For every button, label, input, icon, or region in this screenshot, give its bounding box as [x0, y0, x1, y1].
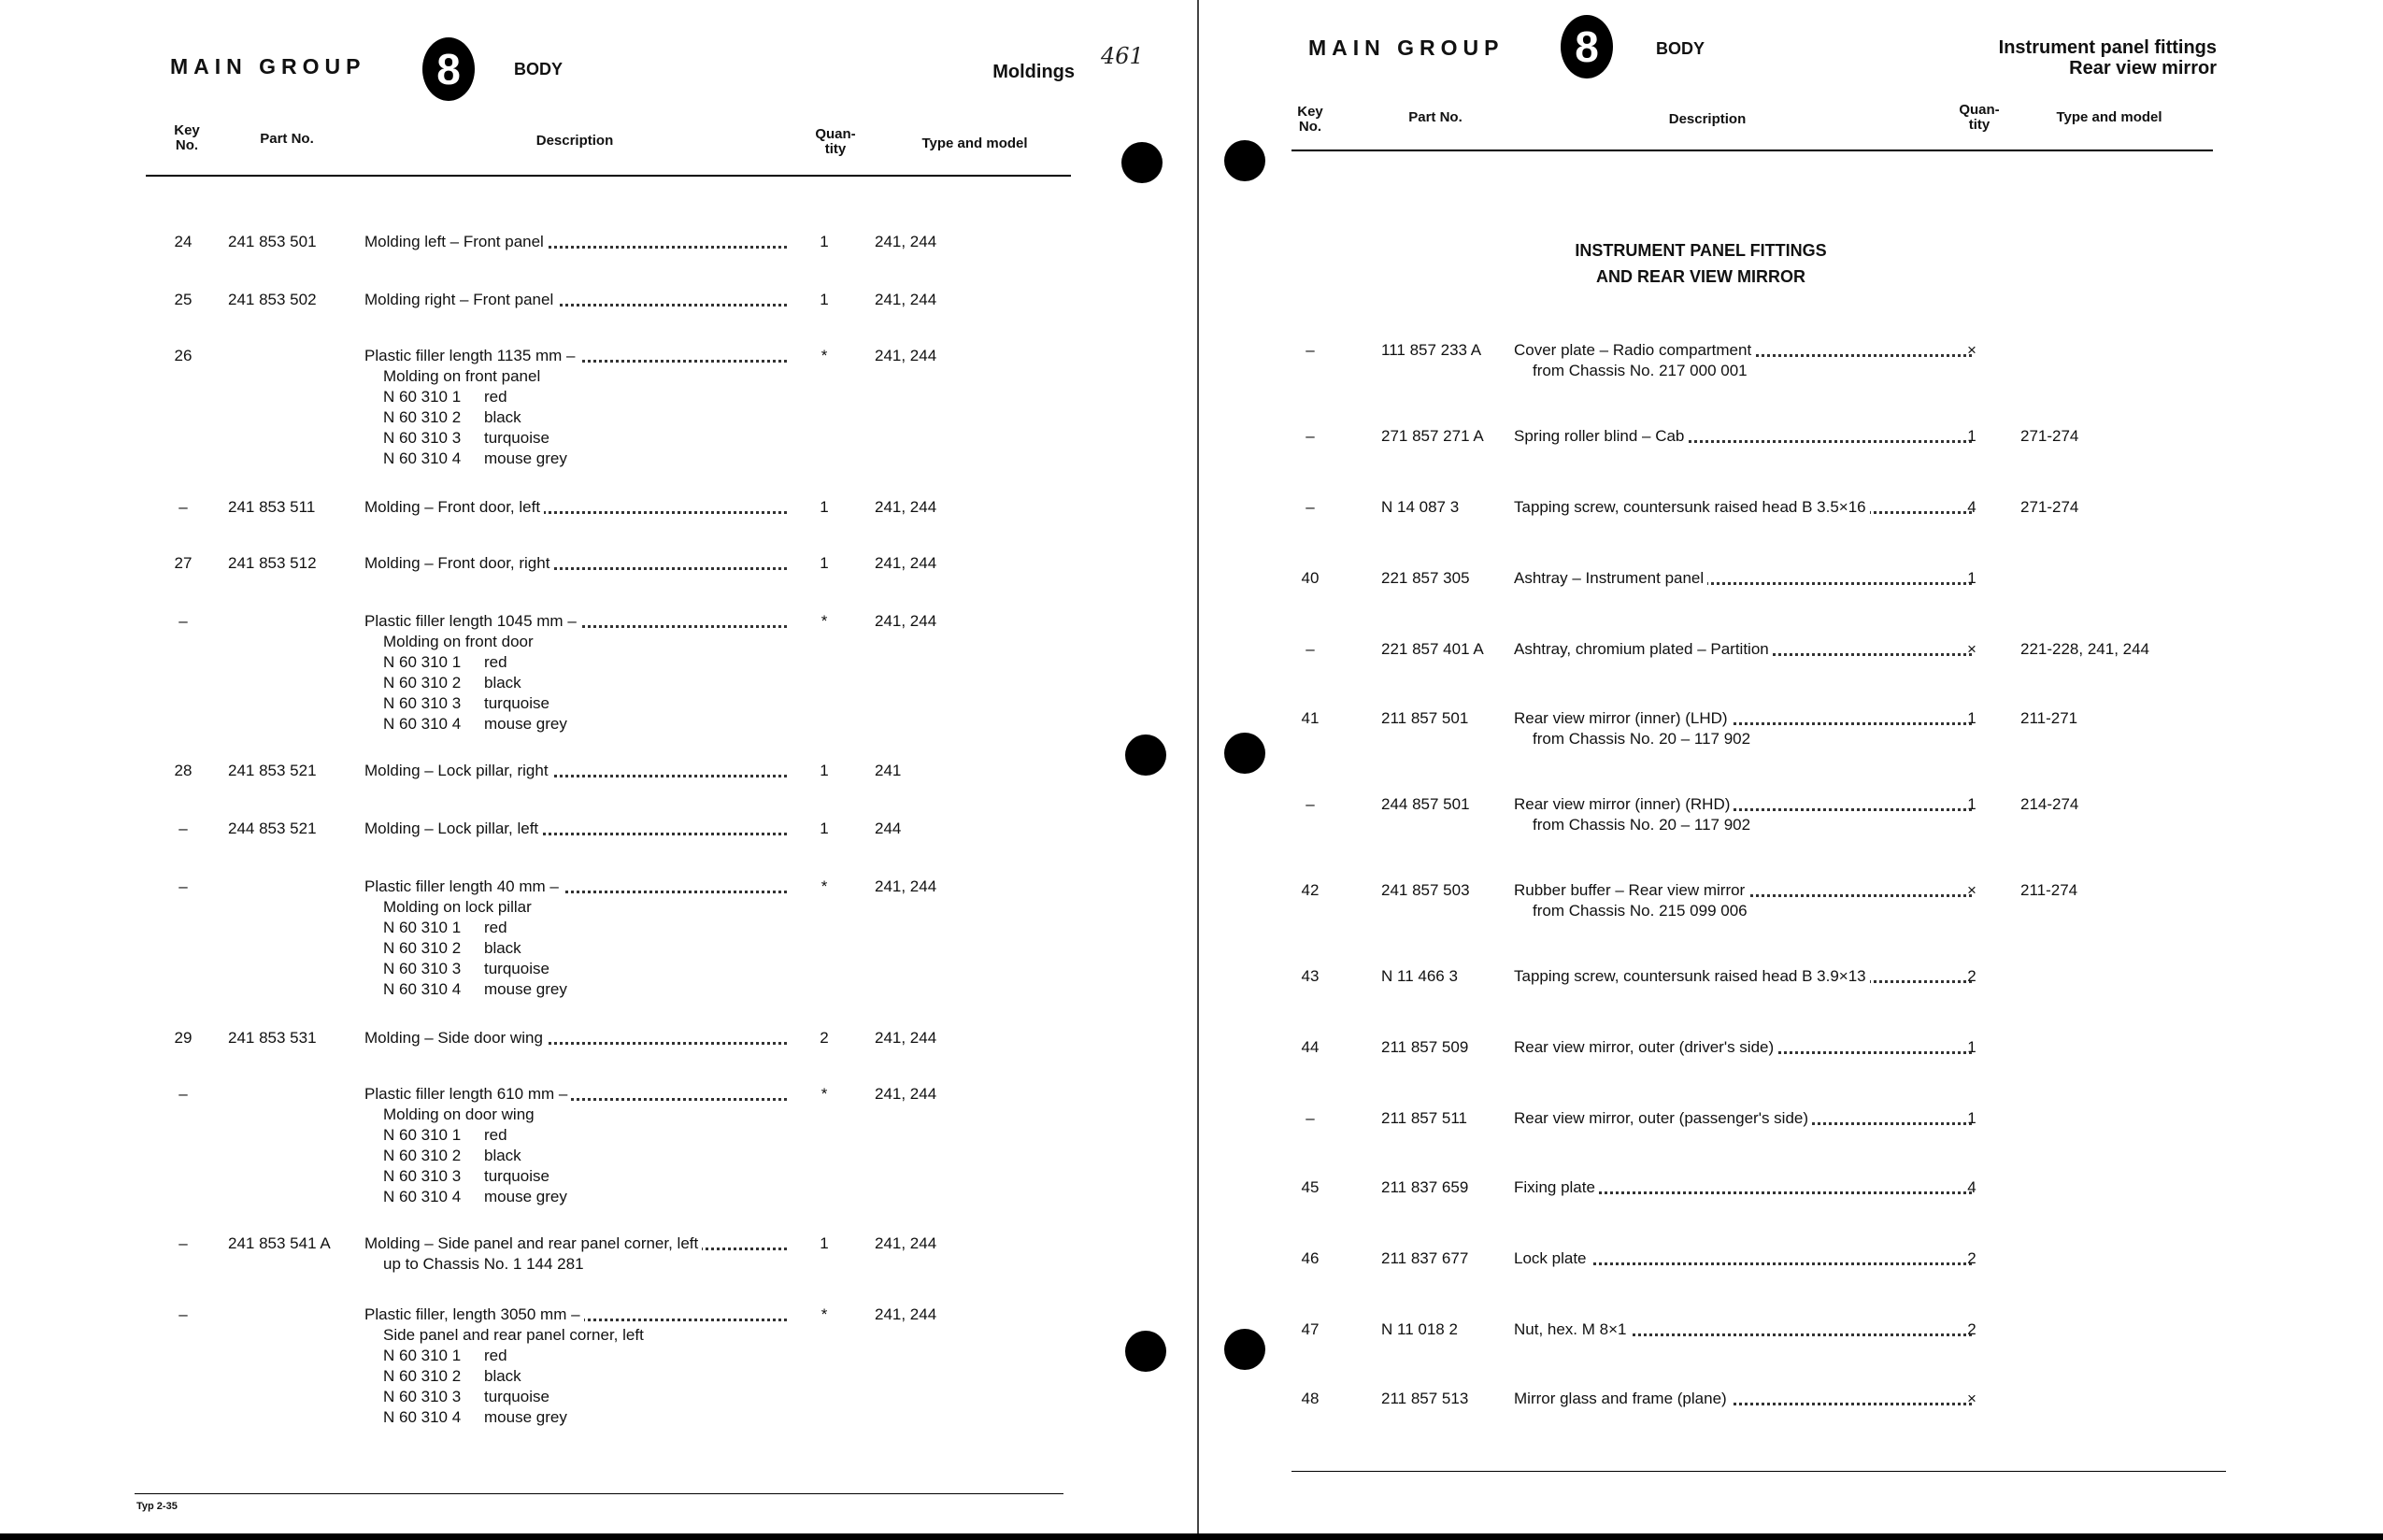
quantity: * — [820, 347, 828, 364]
description — [1514, 1177, 1972, 1198]
section-title-line-2: AND REAR VIEW MIRROR — [1596, 267, 1805, 286]
punch-hole — [1224, 1329, 1265, 1370]
type-and-model: 241, 244 — [875, 1305, 937, 1323]
description-main — [364, 346, 787, 366]
description-text: Ashtray – Instrument panel — [1514, 569, 1707, 587]
type-and-model: 211-271 — [2020, 709, 2078, 727]
quantity: 1 — [820, 498, 829, 516]
colour-name: turquoise — [484, 1388, 549, 1405]
description-text: Lock plate — [1514, 1249, 1591, 1267]
key-number: – — [1306, 795, 1315, 813]
description — [1514, 340, 1972, 381]
description-main — [1514, 1319, 1972, 1340]
key-number: 41 — [1301, 709, 1320, 727]
type-and-model: 241, 244 — [875, 1234, 937, 1252]
description-text: Rear view mirror (inner) (LHD) — [1514, 709, 1732, 727]
colour-name: red — [484, 388, 507, 406]
part-number: 211 857 501 — [1381, 709, 1469, 727]
type-and-model: 241, 244 — [875, 612, 937, 630]
key-number: – — [178, 1085, 188, 1103]
description — [1514, 880, 1972, 921]
description-text: Rubber buffer – Rear view mirror — [1514, 881, 1748, 899]
quantity: 1 — [1967, 1038, 1976, 1056]
quantity: 2 — [1967, 967, 1976, 985]
colour-name: red — [484, 1347, 507, 1364]
description-main — [1514, 1108, 1972, 1129]
description-main — [1514, 1389, 1972, 1409]
description — [364, 553, 787, 574]
quantity: × — [1967, 881, 1976, 899]
description-main — [364, 1084, 787, 1105]
colour-name: mouse grey — [484, 1188, 567, 1205]
description — [364, 877, 787, 1000]
colour-part-number: N 60 310 4 — [383, 980, 462, 998]
type-and-model: 221-228, 241, 244 — [2020, 640, 2150, 658]
description-subline: Molding on front door — [383, 633, 534, 650]
description-subline: Molding on lock pillar — [383, 898, 532, 916]
type-and-model: 271-274 — [2020, 427, 2079, 445]
colour-part-number: N 60 310 3 — [383, 694, 462, 712]
description-main — [364, 232, 787, 252]
colour-variant — [364, 428, 787, 449]
quantity: × — [1967, 341, 1976, 359]
key-number: – — [1306, 640, 1315, 658]
key-number: – — [178, 498, 188, 516]
colour-name: red — [484, 1126, 507, 1144]
colour-name: red — [484, 919, 507, 936]
colour-part-number: N 60 310 1 — [383, 388, 462, 406]
colour-part-number: N 60 310 2 — [383, 674, 462, 692]
group-name: BODY — [1656, 39, 1705, 58]
colour-part-number: N 60 310 2 — [383, 1367, 462, 1385]
key-number: – — [178, 820, 188, 837]
quantity: 1 — [820, 233, 829, 250]
col-part-header: Part No. — [1408, 109, 1463, 125]
col-qty-header: Quan-tity — [815, 126, 856, 157]
type-and-model: 241, 244 — [875, 1085, 937, 1103]
type-and-model: 241, 244 — [875, 498, 937, 516]
part-number: 244 853 521 — [228, 820, 317, 837]
description-text: Nut, hex. M 8×1 — [1514, 1320, 1630, 1338]
part-number: N 11 466 3 — [1381, 967, 1458, 985]
quantity: 2 — [1967, 1249, 1976, 1267]
description-subline: from Chassis No. 20 – 117 902 — [1533, 816, 1751, 834]
colour-name: turquoise — [484, 694, 549, 712]
description-text: Molding – Lock pillar, right — [364, 762, 552, 779]
description-main — [1514, 639, 1972, 660]
description-main — [1514, 966, 1972, 987]
punch-hole — [1224, 140, 1265, 181]
key-number: 47 — [1301, 1320, 1320, 1338]
description-text: Rear view mirror (inner) (RHD) — [1514, 795, 1734, 813]
part-number: 221 857 305 — [1381, 569, 1470, 587]
key-number: 28 — [174, 762, 193, 779]
section-title — [1467, 237, 1934, 290]
description-text: Cover plate – Radio compartment — [1514, 341, 1755, 359]
key-number: 46 — [1301, 1249, 1320, 1267]
description — [364, 1305, 787, 1428]
type-and-model: 241 — [875, 762, 902, 779]
description-main — [364, 819, 787, 839]
description-text: Spring roller blind – Cab — [1514, 427, 1688, 445]
description-subline: up to Chassis No. 1 144 281 — [383, 1255, 584, 1273]
key-number: 24 — [174, 233, 193, 250]
main-group-title: MAIN GROUP — [1308, 36, 1505, 60]
description — [1514, 639, 1972, 660]
part-number: 271 857 271 A — [1381, 427, 1484, 445]
part-number: 241 853 521 — [228, 762, 317, 779]
colour-variant — [364, 1407, 787, 1428]
description-main — [1514, 426, 1972, 447]
colour-part-number: N 60 310 3 — [383, 960, 462, 977]
description-main — [364, 553, 787, 574]
description-text: Ashtray, chromium plated – Partition — [1514, 640, 1773, 658]
description-text: Tapping screw, countersunk raised head B 3.5×16 — [1514, 498, 1870, 516]
part-number: 241 857 503 — [1381, 881, 1470, 899]
footer-note: Typ 2-35 — [136, 1501, 178, 1512]
colour-part-number: N 60 310 1 — [383, 1126, 462, 1144]
description — [1514, 794, 1972, 835]
type-and-model: 241, 244 — [875, 877, 937, 895]
description — [1514, 1319, 1972, 1340]
description — [1514, 1037, 1972, 1058]
colour-variant — [364, 1387, 787, 1407]
key-number: – — [178, 877, 188, 895]
colour-part-number: N 60 310 1 — [383, 1347, 462, 1364]
colour-variant — [364, 918, 787, 938]
quantity: 1 — [820, 762, 829, 779]
description-subline: Side panel and rear panel corner, left — [383, 1326, 644, 1344]
description-subline: Molding on door wing — [383, 1105, 535, 1123]
key-number: 48 — [1301, 1390, 1320, 1407]
quantity: 2 — [1967, 1320, 1976, 1338]
description-main — [1514, 794, 1972, 815]
key-number: – — [178, 612, 188, 630]
key-number: 40 — [1301, 569, 1320, 587]
description-text: Molding – Side door wing — [364, 1029, 547, 1047]
part-number: 241 853 501 — [228, 233, 317, 250]
colour-variant — [364, 387, 787, 407]
type-and-model: 241, 244 — [875, 291, 937, 308]
description-text: Molding – Front door, right — [364, 554, 553, 572]
part-number: 221 857 401 A — [1381, 640, 1484, 658]
punch-hole — [1125, 1331, 1166, 1372]
type-and-model: 241, 244 — [875, 233, 937, 250]
colour-part-number: N 60 310 4 — [383, 715, 462, 733]
colour-name: black — [484, 1147, 521, 1164]
description-text: Plastic filler length 610 mm – — [364, 1085, 571, 1103]
part-number: 211 837 659 — [1381, 1178, 1469, 1196]
quantity: 1 — [1967, 1109, 1976, 1127]
description-main — [1514, 497, 1972, 518]
description-main — [364, 1305, 787, 1325]
description-text: Mirror glass and frame (plane) — [1514, 1390, 1731, 1407]
quantity: 1 — [1967, 569, 1976, 587]
header-rule — [146, 175, 1071, 177]
part-number: N 11 018 2 — [1381, 1320, 1458, 1338]
col-desc-header: Description — [535, 133, 614, 149]
description — [364, 1084, 787, 1207]
colour-variant — [364, 1366, 787, 1387]
colour-variant — [364, 449, 787, 469]
col-part-header: Part No. — [260, 131, 314, 147]
description-subline: from Chassis No. 217 000 001 — [1533, 362, 1748, 379]
type-and-model: 271-274 — [2020, 498, 2079, 516]
quantity: * — [820, 877, 828, 895]
colour-variant — [364, 1187, 787, 1207]
colour-name: turquoise — [484, 429, 549, 447]
colour-part-number: N 60 310 4 — [383, 449, 462, 467]
colour-variant — [364, 938, 787, 959]
description-main — [364, 877, 787, 897]
part-number: 241 853 531 — [228, 1029, 317, 1047]
description-text: Molding – Lock pillar, left — [364, 820, 542, 837]
quantity: × — [1967, 640, 1976, 658]
colour-name: black — [484, 939, 521, 957]
group-name: BODY — [514, 60, 564, 78]
punch-hole — [1224, 733, 1265, 774]
colour-part-number: N 60 310 1 — [383, 919, 462, 936]
description — [364, 761, 787, 781]
part-number: 241 853 511 — [228, 498, 316, 516]
description — [1514, 1108, 1972, 1129]
description-main — [1514, 1248, 1972, 1269]
key-number: 26 — [174, 347, 193, 364]
footer-rule — [135, 1493, 1063, 1494]
punch-hole — [1121, 142, 1163, 183]
description — [1514, 426, 1972, 447]
quantity: * — [820, 1085, 828, 1103]
group-number-badge: 8 — [422, 37, 475, 101]
description-text: Tapping screw, countersunk raised head B 3.9×13 — [1514, 967, 1870, 985]
colour-name: mouse grey — [484, 715, 567, 733]
colour-variant — [364, 652, 787, 673]
colour-part-number: N 60 310 3 — [383, 1388, 462, 1405]
description-main — [364, 290, 787, 310]
right-page — [1198, 0, 2383, 1540]
col-qty-header: Quan-tity — [1959, 102, 2000, 133]
colour-name: turquoise — [484, 1167, 549, 1185]
quantity: 1 — [820, 820, 829, 837]
description-subline: from Chassis No. 20 – 117 902 — [1533, 730, 1751, 748]
col-type-header: Type and model — [921, 135, 1028, 151]
description-main — [1514, 880, 1972, 901]
key-number: – — [1306, 498, 1315, 516]
description — [1514, 568, 1972, 589]
colour-part-number: N 60 310 1 — [383, 653, 462, 671]
quantity: 1 — [820, 554, 829, 572]
description-main — [1514, 1037, 1972, 1058]
col-type-header: Type and model — [2056, 109, 2162, 125]
scan-edge — [0, 1533, 2383, 1540]
type-and-model: 214-274 — [2020, 795, 2079, 813]
key-number: – — [178, 1234, 188, 1252]
key-number: 43 — [1301, 967, 1320, 985]
part-number: 241 853 541 A — [228, 1234, 331, 1252]
colour-name: mouse grey — [484, 449, 567, 467]
key-number: 27 — [174, 554, 193, 572]
description-subline: from Chassis No. 215 099 006 — [1533, 902, 1748, 920]
colour-name: red — [484, 653, 507, 671]
colour-part-number: N 60 310 2 — [383, 408, 462, 426]
page-title-line-1: Instrument panel fittings — [1998, 37, 2217, 58]
quantity: 1 — [1967, 709, 1976, 727]
description-text: Molding – Side panel and rear panel corner, left — [364, 1234, 702, 1252]
colour-name: black — [484, 674, 521, 692]
key-number: 45 — [1301, 1178, 1320, 1196]
quantity: 1 — [820, 291, 829, 308]
part-number: 241 853 512 — [228, 554, 317, 572]
colour-variant — [364, 1146, 787, 1166]
colour-variant — [364, 1125, 787, 1146]
quantity: 4 — [1967, 1178, 1976, 1196]
colour-variant — [364, 407, 787, 428]
key-number: – — [1306, 427, 1315, 445]
punch-hole — [1125, 734, 1166, 776]
page-title-line-2: Rear view mirror — [2069, 58, 2217, 78]
description-text: Fixing plate — [1514, 1178, 1599, 1196]
description — [364, 1028, 787, 1048]
colour-part-number: N 60 310 2 — [383, 939, 462, 957]
colour-name: mouse grey — [484, 980, 567, 998]
description-main — [1514, 708, 1972, 729]
key-number: – — [178, 1305, 188, 1323]
description — [1514, 1389, 1972, 1409]
colour-variant — [364, 979, 787, 1000]
col-key-header: Key No. — [1297, 104, 1323, 135]
description-main — [364, 1028, 787, 1048]
colour-variant — [364, 693, 787, 714]
description-text: Plastic filler length 1045 mm – — [364, 612, 580, 630]
description-main — [1514, 1177, 1972, 1198]
description-main — [1514, 568, 1972, 589]
key-number: 42 — [1301, 881, 1320, 899]
description-main — [364, 1233, 787, 1254]
quantity: * — [820, 1305, 828, 1323]
part-number: 241 853 502 — [228, 291, 317, 308]
colour-part-number: N 60 310 3 — [383, 1167, 462, 1185]
part-number: 211 837 677 — [1381, 1249, 1469, 1267]
col-key-header: Key No. — [174, 122, 200, 153]
description — [364, 290, 787, 310]
description-main — [364, 497, 787, 518]
part-number: 211 857 511 — [1381, 1109, 1468, 1127]
description — [1514, 1248, 1972, 1269]
key-number: 44 — [1301, 1038, 1320, 1056]
part-number: 244 857 501 — [1381, 795, 1470, 813]
description-main — [1514, 340, 1972, 361]
handwritten-note: 461 — [1101, 43, 1144, 69]
main-group-title: MAIN GROUP — [170, 54, 366, 78]
quantity: 1 — [1967, 795, 1976, 813]
description-text: Plastic filler length 40 mm – — [364, 877, 563, 895]
description-subline: Molding on front panel — [383, 367, 541, 385]
part-number: 111 857 233 A — [1381, 341, 1482, 359]
description-text: Rear view mirror, outer (passenger's side) — [1514, 1109, 1812, 1127]
type-and-model: 244 — [875, 820, 902, 837]
description — [364, 819, 787, 839]
group-number-badge: 8 — [1561, 15, 1613, 78]
header-rule — [1291, 150, 2213, 151]
colour-name: black — [484, 1367, 521, 1385]
colour-name: black — [484, 408, 521, 426]
colour-part-number: N 60 310 2 — [383, 1147, 462, 1164]
colour-variant — [364, 673, 787, 693]
type-and-model: 241, 244 — [875, 1029, 937, 1047]
quantity: 1 — [820, 1234, 829, 1252]
quantity: 1 — [1967, 427, 1976, 445]
key-number: – — [1306, 341, 1315, 359]
part-number: 211 857 509 — [1381, 1038, 1469, 1056]
description — [364, 497, 787, 518]
description-main — [364, 611, 787, 632]
description-text: Plastic filler, length 3050 mm – — [364, 1305, 584, 1323]
key-number: – — [1306, 1109, 1315, 1127]
colour-name: mouse grey — [484, 1408, 567, 1426]
footer-rule — [1291, 1471, 2226, 1472]
type-and-model: 241, 244 — [875, 347, 937, 364]
page-title — [1890, 37, 2217, 78]
description-main — [364, 761, 787, 781]
description — [364, 1233, 787, 1275]
colour-variant — [364, 714, 787, 734]
part-number: 211 857 513 — [1381, 1390, 1469, 1407]
key-number: 29 — [174, 1029, 193, 1047]
quantity: 2 — [820, 1029, 829, 1047]
part-number: N 14 087 3 — [1381, 498, 1460, 516]
page-title: Moldings — [992, 62, 1075, 82]
quantity: 4 — [1967, 498, 1976, 516]
description-text: Molding right – Front panel — [364, 291, 557, 308]
key-number: 25 — [174, 291, 193, 308]
quantity: × — [1967, 1390, 1976, 1407]
description-text: Molding left – Front panel — [364, 233, 548, 250]
colour-part-number: N 60 310 4 — [383, 1408, 462, 1426]
description — [364, 346, 787, 469]
description-text: Rear view mirror, outer (driver's side) — [1514, 1038, 1777, 1056]
colour-variant — [364, 1346, 787, 1366]
description — [364, 232, 787, 252]
colour-variant — [364, 959, 787, 979]
description — [1514, 708, 1972, 749]
description — [1514, 497, 1972, 518]
type-and-model: 211-274 — [2020, 881, 2078, 899]
colour-part-number: N 60 310 3 — [383, 429, 462, 447]
col-desc-header: Description — [1668, 111, 1747, 127]
description — [1514, 966, 1972, 987]
description-text: Plastic filler length 1135 mm – — [364, 347, 579, 364]
colour-name: turquoise — [484, 960, 549, 977]
colour-variant — [364, 1166, 787, 1187]
description-text: Molding – Front door, left — [364, 498, 544, 516]
quantity: * — [820, 612, 828, 630]
section-title-line-1: INSTRUMENT PANEL FITTINGS — [1575, 241, 1827, 260]
description — [364, 611, 787, 734]
type-and-model: 241, 244 — [875, 554, 937, 572]
colour-part-number: N 60 310 4 — [383, 1188, 462, 1205]
